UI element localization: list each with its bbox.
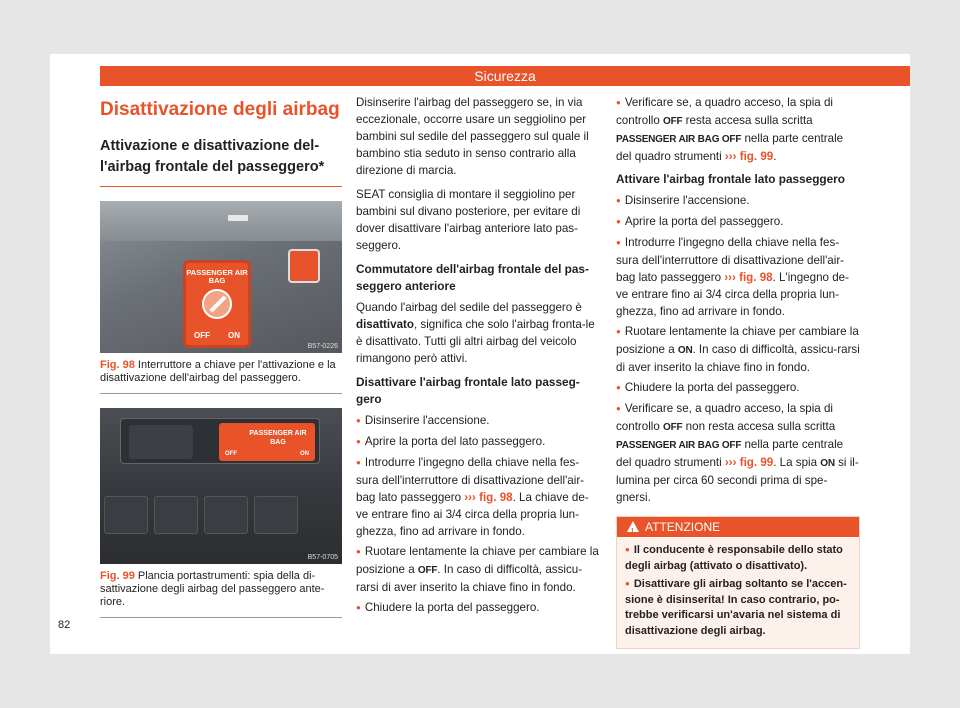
subheading: Commutatore dell'airbag frontale del pas-seggero anteriore	[356, 262, 589, 293]
paragraph: SEAT consiglia di montare il seggiolino per bambini sul divano posteriore, per evitare di dover disattivare l'airbag anteriore lato pas-seggero.	[356, 188, 581, 252]
warning-header	[617, 517, 859, 537]
subheading: Attivare l'airbag frontale lato passeggero	[616, 172, 845, 186]
car-button	[129, 425, 193, 459]
warning-triangle-icon	[627, 521, 639, 532]
list-item: ● Chiudere la porta del passeggero.	[616, 379, 860, 397]
off-symbol-icon: OFF	[417, 565, 438, 576]
page-number: 82	[58, 619, 71, 631]
seat-button	[104, 496, 148, 534]
airbag-key-switch	[186, 263, 248, 345]
list-item: ● Ruotare lentamente la chiave per cambiare la posizione a ON. In caso di difficoltà, assicu-rarsi di aver inserito la chiave fino in fondo.	[616, 323, 860, 376]
list-item: ● Verificare se, a quadro acceso, la spia di controllo OFF resta accesa sulla scritta PASSENGER AIR BAG OFF nella parte centrale del quadro strumenti ››› fig. 99.	[616, 94, 860, 165]
figure-link[interactable]: ››› fig. 98	[464, 491, 513, 504]
passenger-airbag-off-icon: PASSENGER AIR BAG OFF	[616, 134, 742, 145]
on-symbol-icon: ON	[677, 345, 693, 356]
switch-label: PASSENGER AIR BAG	[186, 268, 248, 285]
dashboard-surface	[100, 201, 342, 241]
list-item: ● Aprire la porta del passeggero.	[616, 213, 860, 231]
button-row-bottom	[100, 488, 342, 548]
figure-link[interactable]: ››› fig. 98	[724, 271, 773, 284]
paragraph: Quando l'airbag del sedile del passeggero è disattivato, significa che solo l'airbag fronta-le è disattivato. Tutti gli altri airbag del veicolo rimangono però attivi.	[356, 301, 595, 365]
switch-on-label: ON	[228, 331, 240, 340]
warning-item: ● Disattivare gli airbag soltanto se l'accen-sione è disinserita! In caso contrario, po-trebbe verificarsi un'avaria nel sistema di disattivazione degli airbag.	[625, 577, 851, 639]
figure-caption	[100, 359, 342, 385]
list-item: ● Introdurre l'ingegno della chiave nella fes-sura dell'interruttore di disattivazione dell'air-bag lato passeggero ››› fig. 98. La chiave de-ve entrare fino ai 3/4 circa della propria lun-ghezza, fino ad arrivare in fondo.	[356, 454, 600, 540]
caption-text: Plancia portastrumenti: spia della di-sattivazione degli airbag del passeggero ante-riore.	[100, 570, 325, 608]
off-symbol-icon: OFF	[663, 422, 683, 433]
on-symbol-icon: ON	[820, 458, 835, 469]
dashboard-photo	[100, 408, 342, 564]
caption-ref: Fig. 99	[100, 570, 135, 582]
passenger-airbag-indicator	[219, 423, 315, 461]
subheading: Disattivare l'airbag frontale lato passeg-gero	[356, 375, 580, 406]
image-code: B57-0226	[307, 343, 338, 350]
small-switch-panel	[290, 251, 318, 281]
indicator-label: PASSENGER AIR BAG	[249, 430, 307, 446]
list-item: ● Disinserire l'accensione.	[356, 412, 600, 430]
seat-heat-button	[204, 496, 248, 534]
warning-body	[617, 537, 859, 648]
passenger-airbag-off-icon: PASSENGER AIR BAG OFF	[616, 440, 742, 451]
figure-link[interactable]: ››› fig. 99	[724, 150, 774, 163]
section-subtitle: Attivazione e disattivazione del-l'airbag frontale del passeggero*	[100, 136, 342, 187]
column-middle	[356, 94, 600, 620]
list-item: ● Aprire la porta del lato passeggero.	[356, 433, 600, 451]
page-title: Disattivazione degli airbag	[100, 99, 340, 120]
column-left	[100, 94, 342, 618]
off-symbol-icon: OFF	[663, 116, 683, 127]
figure-99	[100, 408, 342, 618]
paragraph: Disinserire l'airbag del passeggero se, in via eccezionale, occorre usare un seggiolino per bambini sul sedile del passeggero sul quale il bambino stia seduto in senso contrario alla direzione di marcia.	[356, 96, 589, 177]
key-slot-icon	[202, 289, 232, 319]
switch-off-label: OFF	[194, 331, 210, 340]
column-right	[616, 94, 860, 649]
figure-caption	[100, 570, 342, 609]
warning-item: ● Il conducente è responsabile dello stato degli airbag (attivato o disattivato).	[625, 543, 851, 574]
warning-box	[616, 516, 860, 649]
indicator-on-label: ON	[300, 451, 309, 457]
figure-link[interactable]: ››› fig. 99	[724, 456, 774, 469]
list-item: ● Disinserire l'accensione.	[616, 192, 860, 210]
caption-ref: Fig. 98	[100, 359, 135, 371]
car-button	[154, 496, 198, 534]
list-item: ● Verificare se, a quadro acceso, la spia di controllo OFF non resta accesa sulla scritta PASSENGER AIR BAG OFF nella parte centrale del quadro strumenti ››› fig. 99. La spia ON si il-lumina per circa 60 secondi prima di spe-gnersi.	[616, 400, 860, 506]
button-row-top	[120, 418, 320, 464]
list-item: ● Chiudere la porta del passeggero.	[356, 599, 600, 617]
section-header: Sicurezza	[100, 66, 910, 86]
list-item: ● Introdurre l'ingegno della chiave nella fes-sura dell'interruttore di disattivazione dell'air-bag lato passeggero ››› fig. 98. L'ingegno de-ve entrare fino ai 3/4 circa della propria lun-ghezza, fino ad arrivare in fondo.	[616, 234, 860, 320]
manual-page	[50, 54, 910, 654]
figure-98	[100, 201, 342, 394]
image-code: B57-0705	[307, 554, 338, 561]
warning-title: ATTENZIONE	[645, 520, 721, 534]
list-item: ● Ruotare lentamente la chiave per cambiare la posizione a OFF. In caso di difficoltà, assicu-rarsi di aver inserito la chiave fino in fondo.	[356, 543, 600, 596]
dashboard-slot	[228, 215, 248, 221]
indicator-off-label: OFF	[225, 451, 237, 457]
blank-button	[254, 496, 298, 534]
caption-text: Interruttore a chiave per l'attivazione e la disattivazione dell'airbag del passeggero.	[100, 359, 336, 384]
key-switch-photo	[100, 201, 342, 353]
